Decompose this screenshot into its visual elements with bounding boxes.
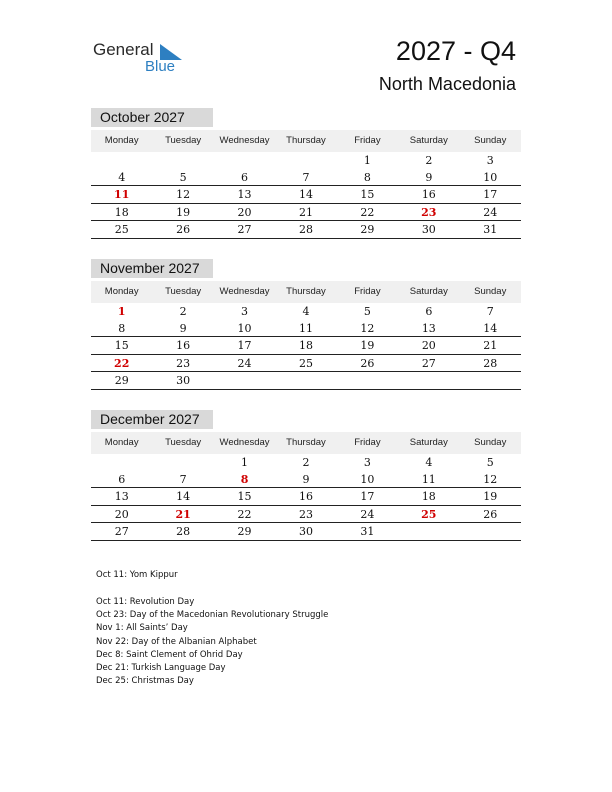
day-cell: 18 bbox=[421, 490, 436, 503]
day-cell: 15 bbox=[114, 339, 129, 352]
day-cell: 28 bbox=[176, 525, 191, 538]
day-cell: 3 bbox=[241, 305, 249, 318]
note-item: Oct 11: Revolution Day bbox=[96, 597, 195, 607]
day-cell: 10 bbox=[360, 472, 375, 486]
month-title: October 2027 bbox=[91, 108, 213, 127]
day-cell: 13 bbox=[421, 321, 436, 335]
weekday-label: Thursday bbox=[286, 286, 326, 297]
day-cell: 31 bbox=[483, 223, 498, 236]
day-cell: 8 bbox=[363, 170, 371, 184]
day-cell: 17 bbox=[360, 490, 375, 503]
day-cell: 29 bbox=[360, 223, 375, 236]
weekday-label: Saturday bbox=[409, 437, 448, 448]
day-cell: 27 bbox=[237, 223, 252, 236]
day-cell: 31 bbox=[360, 525, 375, 538]
brand-logo bbox=[93, 40, 193, 80]
note-item: Oct 23: Day of the Macedonian Revolutionary Struggle bbox=[96, 610, 329, 621]
day-cell: 11 bbox=[298, 321, 313, 335]
weekday-label: Tuesday bbox=[165, 135, 202, 146]
month-title: December 2027 bbox=[91, 410, 213, 429]
day-cell: 24 bbox=[483, 205, 498, 219]
week-row bbox=[91, 204, 521, 222]
week-row bbox=[91, 506, 521, 524]
week-row bbox=[91, 488, 521, 506]
note-item: Nov 1: All Saints’ Day bbox=[96, 623, 188, 634]
country-name: North Macedonia bbox=[378, 74, 516, 94]
day-cell: 6 bbox=[241, 170, 249, 184]
weekday-header bbox=[91, 281, 521, 303]
calendar-grid bbox=[91, 303, 521, 390]
day-cell bbox=[398, 523, 459, 540]
day-cell bbox=[337, 372, 398, 389]
day-cell: 23 bbox=[298, 507, 313, 521]
day-cell: 14 bbox=[176, 490, 191, 503]
day-cell: 1 bbox=[363, 154, 371, 167]
day-cell: 9 bbox=[425, 170, 433, 184]
weekday-label: Friday bbox=[354, 135, 381, 146]
day-cell bbox=[460, 523, 521, 540]
day-cell: 12 bbox=[176, 188, 191, 201]
week-row bbox=[91, 320, 521, 338]
week-row bbox=[91, 372, 521, 390]
weekday-label: Wednesday bbox=[219, 437, 270, 448]
logo-text-general: General bbox=[93, 40, 154, 59]
day-cell: 26 bbox=[176, 223, 191, 236]
day-cell: 2 bbox=[425, 154, 433, 167]
weekday-label: Sunday bbox=[474, 437, 507, 448]
weekday-label: Sunday bbox=[474, 135, 507, 146]
day-cell bbox=[214, 152, 275, 169]
week-row bbox=[91, 152, 521, 169]
day-cell: 17 bbox=[483, 188, 498, 201]
day-cell: 10 bbox=[483, 170, 498, 184]
note-item: Nov 22: Day of the Albanian Alphabet bbox=[96, 636, 257, 647]
week-row bbox=[91, 523, 521, 541]
day-cell bbox=[152, 454, 213, 471]
day-cell bbox=[91, 454, 152, 471]
month-october bbox=[91, 108, 521, 239]
day-cell: 5 bbox=[179, 170, 187, 184]
day-cell: 3 bbox=[486, 154, 494, 167]
day-cell: 6 bbox=[118, 472, 126, 486]
weekday-label: Saturday bbox=[409, 286, 448, 297]
weekday-header bbox=[91, 432, 521, 454]
day-cell: 20 bbox=[114, 507, 129, 521]
page-title: 2027 - Q4 bbox=[395, 36, 516, 66]
day-cell: 4 bbox=[302, 305, 310, 318]
note-item: Dec 8: Saint Clement of Ohrid Day bbox=[96, 649, 243, 660]
month-december bbox=[91, 410, 521, 541]
weekday-label: Wednesday bbox=[219, 135, 270, 146]
day-cell: 30 bbox=[176, 374, 191, 387]
day-cell: 21 bbox=[298, 205, 313, 219]
day-cell: 24 bbox=[237, 356, 252, 370]
day-cell: 11 bbox=[114, 188, 130, 201]
week-row bbox=[91, 454, 521, 471]
weekday-label: Tuesday bbox=[165, 437, 202, 448]
day-cell: 7 bbox=[302, 170, 310, 184]
weekday-label: Thursday bbox=[286, 437, 326, 448]
day-cell: 25 bbox=[298, 356, 313, 370]
day-cell: 13 bbox=[114, 490, 129, 503]
day-cell: 2 bbox=[302, 456, 310, 469]
day-cell: 25 bbox=[421, 507, 437, 521]
day-cell: 26 bbox=[360, 356, 375, 370]
logo-text-blue: Blue bbox=[145, 58, 176, 75]
day-cell: 16 bbox=[176, 339, 191, 352]
day-cell bbox=[214, 372, 275, 389]
day-cell: 21 bbox=[483, 339, 498, 352]
week-row bbox=[91, 337, 521, 355]
day-cell: 8 bbox=[240, 472, 249, 486]
day-cell: 12 bbox=[483, 472, 498, 486]
day-cell: 1 bbox=[241, 456, 249, 469]
weekday-label: Friday bbox=[354, 286, 381, 297]
day-cell: 19 bbox=[176, 205, 191, 219]
note-item: Dec 21: Turkish Language Day bbox=[96, 662, 226, 673]
day-cell bbox=[460, 372, 521, 389]
day-cell bbox=[398, 372, 459, 389]
day-cell: 14 bbox=[298, 188, 313, 201]
weekday-label: Friday bbox=[354, 437, 381, 448]
day-cell: 28 bbox=[483, 356, 498, 370]
day-cell: 21 bbox=[175, 507, 191, 521]
day-cell: 3 bbox=[363, 456, 371, 469]
day-cell: 6 bbox=[425, 305, 433, 318]
day-cell: 25 bbox=[114, 223, 129, 236]
day-cell: 8 bbox=[118, 321, 126, 335]
day-cell bbox=[275, 372, 336, 389]
weekday-header bbox=[91, 130, 521, 152]
day-cell: 22 bbox=[237, 507, 252, 521]
weekday-label: Monday bbox=[104, 135, 139, 146]
week-row bbox=[91, 355, 521, 373]
day-cell: 20 bbox=[421, 339, 436, 352]
day-cell bbox=[275, 152, 336, 169]
day-cell: 16 bbox=[421, 188, 436, 201]
note-item: Oct 11: Yom Kippur bbox=[96, 570, 178, 580]
day-cell: 23 bbox=[176, 356, 191, 370]
day-cell: 27 bbox=[114, 525, 129, 538]
observance-notes bbox=[96, 569, 178, 582]
day-cell: 10 bbox=[237, 321, 252, 335]
calendar-grid bbox=[91, 152, 521, 239]
day-cell: 19 bbox=[483, 490, 498, 503]
day-cell: 28 bbox=[298, 223, 313, 236]
month-november bbox=[91, 259, 521, 390]
day-cell: 12 bbox=[360, 321, 375, 335]
day-cell: 13 bbox=[237, 188, 252, 201]
day-cell: 23 bbox=[421, 205, 437, 219]
day-cell: 5 bbox=[363, 305, 371, 318]
day-cell: 24 bbox=[360, 507, 375, 521]
weekday-label: Wednesday bbox=[219, 286, 270, 297]
day-cell: 15 bbox=[237, 490, 252, 503]
day-cell: 30 bbox=[298, 525, 313, 538]
day-cell: 4 bbox=[118, 170, 126, 184]
weekday-label: Monday bbox=[104, 286, 139, 297]
week-row bbox=[91, 471, 521, 489]
day-cell: 22 bbox=[360, 205, 375, 219]
weekday-label: Tuesday bbox=[165, 286, 202, 297]
day-cell: 2 bbox=[179, 305, 187, 318]
day-cell: 7 bbox=[486, 305, 494, 318]
day-cell: 19 bbox=[360, 339, 375, 352]
day-cell: 27 bbox=[421, 356, 436, 370]
day-cell: 14 bbox=[483, 321, 498, 335]
week-row bbox=[91, 303, 521, 320]
day-cell: 26 bbox=[483, 507, 498, 521]
day-cell: 11 bbox=[421, 472, 436, 486]
weekday-label: Saturday bbox=[409, 135, 448, 146]
day-cell: 7 bbox=[179, 472, 187, 486]
month-title: November 2027 bbox=[91, 259, 213, 278]
day-cell: 29 bbox=[114, 374, 129, 387]
weekday-label: Sunday bbox=[474, 286, 507, 297]
day-cell: 9 bbox=[179, 321, 187, 335]
day-cell: 18 bbox=[298, 339, 313, 352]
day-cell bbox=[152, 152, 213, 169]
day-cell: 17 bbox=[237, 339, 252, 352]
weekday-label: Monday bbox=[104, 437, 139, 448]
day-cell: 1 bbox=[117, 305, 126, 318]
weekday-label: Thursday bbox=[286, 135, 326, 146]
day-cell: 18 bbox=[114, 205, 129, 219]
day-cell: 30 bbox=[421, 223, 436, 236]
day-cell: 4 bbox=[425, 456, 433, 469]
day-cell: 15 bbox=[360, 188, 375, 201]
day-cell: 20 bbox=[237, 205, 252, 219]
day-cell bbox=[91, 152, 152, 169]
week-row bbox=[91, 221, 521, 239]
week-row bbox=[91, 186, 521, 204]
day-cell: 29 bbox=[237, 525, 252, 538]
note-item: Dec 25: Christmas Day bbox=[96, 676, 194, 687]
holiday-notes bbox=[96, 596, 328, 688]
day-cell: 9 bbox=[302, 472, 310, 486]
calendar-grid bbox=[91, 454, 521, 541]
day-cell: 5 bbox=[486, 456, 494, 469]
week-row bbox=[91, 169, 521, 187]
day-cell: 22 bbox=[114, 356, 130, 370]
day-cell: 16 bbox=[298, 490, 313, 503]
